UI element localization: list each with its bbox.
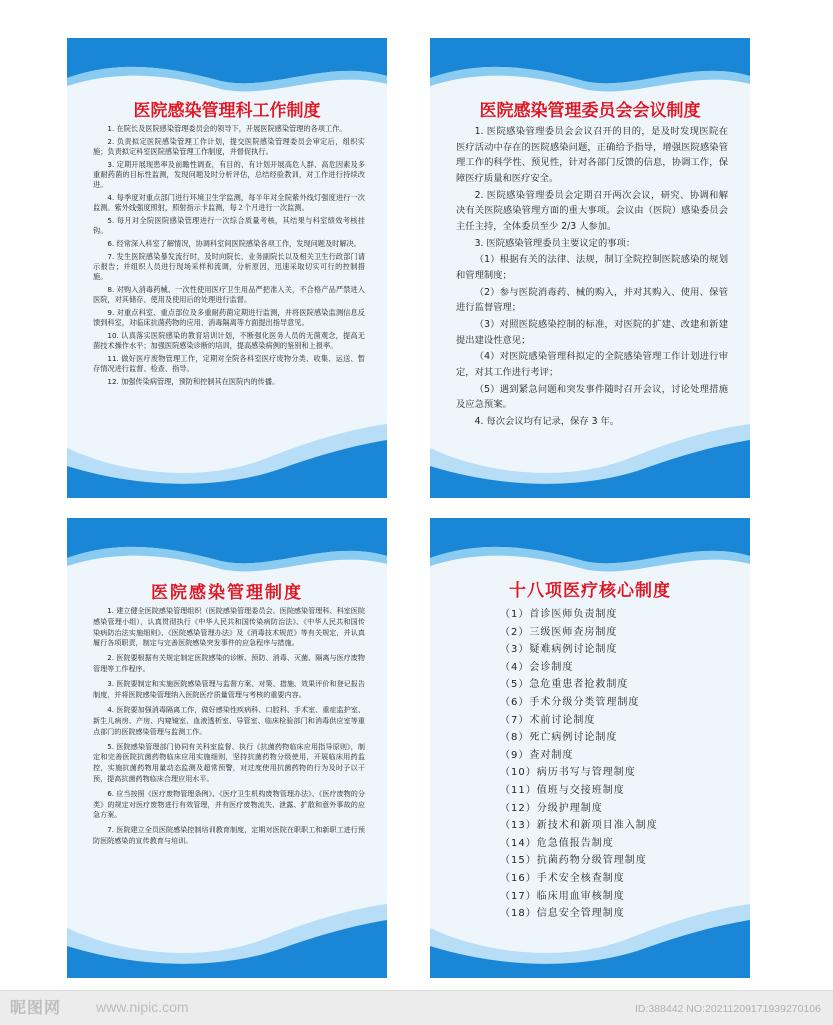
poster-eighteen-core-rules <box>430 518 750 978</box>
rule-item: 2. 医院要根据有关规定制定医院感染的诊断、预防、消毒、灭菌、隔离与医疗废物管理等工作程序。 <box>93 653 365 674</box>
panel-title: 十八项医疗核心制度 <box>509 581 671 601</box>
list-item: （6）手术分级分类管理制度 <box>500 696 640 708</box>
bottom-wave-decoration <box>67 898 387 978</box>
watermark-brand: 昵图网 <box>10 998 62 1017</box>
rule-item: 6. 应当按照《医疗废物管理条例》、《医疗卫生机构废物管理办法》、《医疗废物的分类》的规定对医疗废物进行有效管理，并有医疗废物流失、泄露、扩散和意外事故的应急方案。 <box>93 788 365 820</box>
rule-item: 11. 做好医疗废物管理工作，定期对全院各科室医疗废物分类、收集、运送、暂存情况进行监督、检查、指导。 <box>93 354 365 374</box>
list-item: （10）病历书写与管理制度 <box>500 767 636 779</box>
rule-item: 9. 对重点科室、重点部位及多重耐药菌定期进行监测，并将医院感染监测信息反馈到科室，对临床抗菌药物的应用、消毒隔离等方面提出指导意见。 <box>93 308 365 328</box>
rule-item: 1. 医院感染管理委员会会议召开的目的，是及时发现医院在医疗活动中存在的医院感染问题，正确给予指导，增强医院感染管理工作的科学性、预见性，针对各部门反馈的信息，协调工作，保障医疗质量和医疗安全。 <box>456 126 728 184</box>
rule-item: 1. 建立健全医院感染管理组织（医院感染管理委员会、医院感染管理科、科室医院感染管理小组），认真贯彻执行《中华人民共和国传染病防治法》、《中华人民共和国传染病防治法实施细则》、《医院感染管理办法》及《消毒技术规范》等有关规定，并认真履行各项职责，制定与完善医院感染突发事件的应急程序与措施。 <box>93 606 365 648</box>
list-item: （11）值班与交接班制度 <box>500 784 625 796</box>
rule-item: 4. 医院要加强消毒隔离工作，做好感染性疾病科、口腔科、手术室、重症监护室、新生儿病房、产房、内窥镜室、血液透析室、导管室、临床检验部门和消毒供应室等重点部门的医院感染管理与监测工作。 <box>93 704 365 736</box>
panel-body <box>456 124 728 431</box>
rule-item: 3. 医院感染管理委员主要议定的事项： <box>474 237 636 249</box>
list-item: （1）首诊医师负责制度 <box>500 609 618 620</box>
rule-item: 3. 定期开展现患率及前瞻性调查，有目的、有计划开展高危人群、高危因素及多重耐药菌的目标性监测，发现问题及时分析评估，总结经验教训，对工作进行持续改进。 <box>93 159 365 190</box>
list-item: （13）新技术和新项目准入制度 <box>500 820 658 832</box>
rule-item: （1）根据有关的法律、法规，制订全院控制医院感染的规划和管理制度； <box>456 254 728 281</box>
rule-item: 4. 每季度对重点部门进行环境卫生学监测，每半年对全院紫外线灯强度进行一次监测。紫外线强度照射，照射指示卡监测，每２个月进行一次监测。 <box>93 193 365 213</box>
list-item: （4）会诊制度 <box>500 661 574 673</box>
rule-item: 7. 发生医院感染暴发流行时，及时向院长、业务副院长以及相关卫生行政部门请示报告；并组织人员进行现场采样和流调，分析原因，迅速采取切实可行的控制措施。 <box>93 251 365 282</box>
rule-item: 7. 医院建立全员医院感染控制培训教育制度，定期对医院在职职工和新职工进行预防医院感染的宣传教育与培训。 <box>93 825 365 846</box>
list-item: （2）三级医师查房制度 <box>500 626 618 638</box>
panel-title: 医院感染管理委员会会议制度 <box>479 101 701 121</box>
list-item: （5）急危重患者抢救制度 <box>500 679 629 691</box>
poster-committee-meeting-rules <box>430 38 750 498</box>
bottom-wave-decoration <box>430 898 750 978</box>
rule-item: 12. 加强传染病管理，预防和控制其在医院内的传播。 <box>107 377 280 386</box>
list-item: （7）术前讨论制度 <box>500 714 596 726</box>
list-item: （16）手术安全核查制度 <box>500 872 625 884</box>
panel-body <box>93 124 365 390</box>
list-item: （14）危急值报告制度 <box>500 837 614 849</box>
rule-item: 5. 每月对全院医院感染管理进行一次综合质量考核，其结果与科室绩效考核挂钩。 <box>93 216 365 236</box>
watermark-bar <box>0 990 833 1025</box>
rule-item: 2. 负责拟定医院感染管理工作计划，提交医院感染管理委员会审定后，组织实施；负责拟定科室医院感染管理工作制度，并督促执行。 <box>93 136 365 156</box>
rule-item: 5. 医院感染管理部门协同有关科室监督、执行《抗菌药物临床应用指导原则》，制定和完善医院抗菌药物临床应用实施细则，坚持抗菌药物分级使用，开展临床用药监控，实施抗菌药物用量动态监测及超常预警，对过度使用抗菌药物的行为及时予以干预，提高抗菌药物临床合理应用水平。 <box>93 741 365 783</box>
bottom-wave-decoration <box>430 418 750 498</box>
list-item: （12）分级护理制度 <box>500 802 603 814</box>
rule-item: （5）遇到紧急问题和突发事件随时召开会议，讨论处理措施及应急预案。 <box>456 383 728 411</box>
rule-item: （3）对照医院感染控制的标准，对医院的扩建、改建和新建提出建设性意见； <box>456 319 728 346</box>
panel-body <box>93 606 365 851</box>
list-item: （8）死亡病例讨论制度 <box>500 732 618 744</box>
list-item: （3）疑难病例讨论制度 <box>500 644 618 656</box>
panel-body <box>500 606 720 923</box>
rule-item: 8. 对购入消毒药械、一次性使用医疗卫生用品严把准入关，不合格产品严禁进入医院，对其储存、使用及使用后的处理进行监督。 <box>93 285 365 305</box>
list-item: （15）抗菌药物分级管理制度 <box>500 855 647 867</box>
bottom-wave-decoration <box>67 418 387 498</box>
rule-item: （4）对医院感染管理科拟定的全院感染管理工作计划进行审定，对其工作进行考评； <box>456 351 728 379</box>
watermark-url: www.nipic.com <box>96 999 189 1015</box>
list-item: （9）查对制度 <box>500 749 574 761</box>
panel-title: 医院感染管理制度 <box>151 583 303 603</box>
poster-infection-dept-rules <box>67 38 387 498</box>
rule-item: 2. 医院感染管理委员会定期召开两次会议，研究、协调和解决有关医院感染管理方面的重大事项。会议由（医院）感染委员会主任主持，全体委员至少 2/3 人参加。 <box>456 189 728 232</box>
rule-item: 1. 在院长及医院感染管理委员会的领导下，开展医院感染管理的各项工作。 <box>107 124 347 133</box>
rule-item: 4. 每次会议均有记录，保存 3 年。 <box>474 416 620 428</box>
list-item: （18）信息安全管理制度 <box>500 908 625 920</box>
list-item: （17）临床用血审核制度 <box>500 890 625 902</box>
poster-infection-management-rules <box>67 518 387 978</box>
rule-item: 10. 认真落实医院感染的教育培训计划，不断强化医务人员的无菌观念，提高无菌技术操作水平；加强医院感染诊断的培训，提高感染病例的鉴别和上报率。 <box>93 331 365 351</box>
rule-item: （2）参与医院消毒药、械的购入，并对其购入、使用、保管进行监督管理； <box>456 286 728 314</box>
panel-title: 医院感染管理科工作制度 <box>133 101 321 121</box>
rule-item: 3. 医院要制定和实施医院感染管理与监督方案、对策、措施、效果评价和登记报告制度，并将医院感染管理纳入医院医疗质量管理与考核的重要内容。 <box>93 679 365 699</box>
rule-item: 6. 经常深入科室了解情况，协调科室间医院感染各项工作，发现问题及时解决。 <box>107 239 361 248</box>
watermark-id: ID:388442 NO:20211209171939270106 <box>634 1003 821 1015</box>
